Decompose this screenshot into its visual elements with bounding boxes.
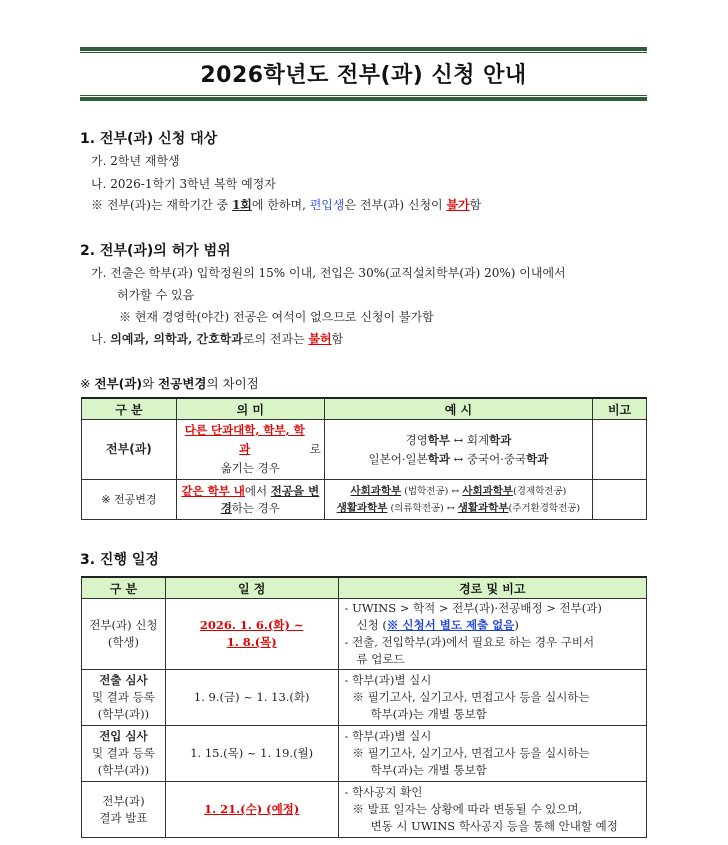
schedule-table-header [82, 577, 647, 599]
schedule-date-apply [165, 599, 338, 670]
example-bold: 생활과학부 [457, 501, 509, 514]
difference-pre: ※ [80, 376, 95, 391]
example-bold: 학부 [427, 432, 450, 447]
schedule-notes-out [338, 670, 646, 726]
table-row [82, 782, 647, 838]
note-line: - UWINS > 학적 > 전부(과)·전공배정 > 전부(과) [344, 601, 602, 615]
difference-table-header [82, 398, 647, 420]
example-bold: 생활과학부 [336, 501, 388, 514]
category-line: 전출 심사 [99, 673, 148, 687]
example-bold: 학과 [526, 451, 549, 466]
schedule-category-in [82, 726, 166, 782]
section2-item-b-pre: 나. [91, 332, 111, 346]
row-example-transfer [324, 420, 592, 480]
schedule-date-result [165, 782, 338, 838]
example-line [326, 431, 591, 450]
schedule-category-apply [82, 599, 166, 670]
schedule-category-result [82, 782, 166, 838]
row-label-transfer: 전부(과) [82, 420, 177, 480]
row-meaning-major-change [176, 480, 324, 520]
category-line: 결과 발표 [99, 810, 148, 825]
example-text: 경영 [405, 432, 428, 447]
note-line: - 학부(과)별 실시 [344, 729, 432, 743]
date-line: 2026. 1. 6.(화) ~ [199, 618, 304, 632]
note-line: ※ 필기고사, 실기고사, 면접고사 등을 실시하는 [352, 746, 590, 760]
table-row [82, 726, 647, 782]
category-line: 전입 심사 [99, 729, 148, 743]
section2-item-b-end: 함 [331, 332, 344, 346]
section1-note-pre: ※ 전부(과)는 재학기간 중 [91, 198, 232, 212]
example-bold: 사회과학부 [462, 484, 514, 497]
meaning-rest: 로 옮기는 경우 [220, 442, 321, 475]
schedule-header-category: 구 분 [82, 577, 166, 599]
example-bold: 학과 [427, 451, 450, 466]
schedule-notes-in [338, 726, 646, 782]
difference-mid: 와 [142, 376, 159, 391]
example-bold: 사회과학부 [350, 484, 402, 497]
title-rule-bottom [80, 97, 647, 101]
category-line: 및 결과 등록 [92, 690, 155, 704]
note-line: ※ 필기고사, 실기고사, 면접고사 등을 실시하는 [352, 690, 590, 704]
schedule-category-out [82, 670, 166, 726]
section1-note-once: 1회 [231, 198, 252, 212]
note-line: - 학부(과)별 실시 [344, 673, 432, 687]
difference-table [81, 397, 647, 520]
date-line: 1. 8.(목) [226, 635, 277, 649]
section1-heading: 1. 전부(과) 신청 대상 [80, 131, 218, 147]
meaning-text: 에서 [244, 483, 271, 498]
table-row [82, 670, 647, 726]
date-line: 1. 21.(수) (예정) [204, 802, 300, 816]
example-line [326, 450, 591, 469]
section2-item-a-line2: 허가할 수 있음 [117, 288, 195, 302]
section2-item-b-mid: 로의 전과는 [242, 332, 309, 346]
note-blue: ※ 신청서 별도 제출 없음 [386, 618, 515, 632]
table-row [82, 480, 647, 520]
section1-note-no: 불가 [446, 198, 470, 212]
category-line: 전부(과) 신청 [89, 618, 158, 632]
page-title: 2026학년도 전부(과) 신청 안내 [200, 63, 527, 88]
schedule-table [81, 576, 647, 838]
section1-note-end: 함 [469, 198, 482, 212]
difference-header-remark: 비고 [593, 398, 647, 420]
note-line: - 학사공지 확인 [344, 785, 423, 799]
note-text: ) [514, 618, 519, 632]
category-line: (학부(과)) [97, 707, 150, 721]
section2-item-a-note: ※ 현재 경영학(야간) 전공은 여석이 없으므로 신청이 불가함 [119, 310, 434, 324]
category-line: 전부(과) [102, 793, 145, 808]
section1-note-mid2: 은 전부(과) 신청이 [344, 198, 447, 212]
difference-header-meaning: 의 미 [176, 398, 324, 420]
section1-item-a: 가. 2학년 재학생 [91, 154, 180, 168]
example-text: (주거환경학전공) [508, 502, 581, 514]
row-remark-major-change [593, 480, 647, 520]
title-rule-top [80, 47, 647, 51]
note-line: 류 업로드 [356, 652, 405, 666]
table-row [82, 599, 647, 670]
section3-heading: 3. 진행 일정 [80, 552, 159, 568]
row-example-major-change [324, 480, 592, 520]
note-line: ※ 발표 일자는 상황에 따라 변동될 수 있으며, [352, 802, 583, 816]
section1-note-transfer: 편입생 [309, 198, 345, 212]
example-text: 일본어·일본 [368, 451, 428, 466]
schedule-notes-apply [338, 599, 646, 670]
row-remark-transfer [593, 420, 647, 480]
schedule-notes-result [338, 782, 646, 838]
title-block [80, 47, 647, 101]
difference-heading [80, 374, 259, 392]
category-line: (학생) [107, 635, 140, 649]
table-row [82, 420, 647, 480]
difference-bold2: 전공변경 [158, 376, 207, 391]
note-line: 변동 시 UWINS 학사공지 등을 통해 안내할 예정 [370, 819, 618, 833]
section2-heading: 2. 전부(과)의 허가 범위 [80, 243, 231, 259]
meaning-bold: 전공을 변경 [220, 483, 320, 515]
title-rule-bottom-thin [80, 95, 647, 96]
difference-header-category: 구 분 [82, 398, 177, 420]
difference-end: 의 차이점 [206, 376, 259, 391]
note-text: 신청 ( [356, 618, 387, 632]
section1-note-mid: 에 한하며, [251, 198, 310, 212]
example-text: (경제학전공) [513, 485, 567, 497]
note-line: 학부(과)는 개별 통보함 [370, 707, 487, 721]
example-line [326, 483, 591, 500]
example-text: (의류학전공) ↔ [387, 502, 458, 514]
section2-item-b-bold: 의예과, 의학과, 간호학과 [110, 332, 243, 346]
meaning-text: 하는 경우 [231, 500, 280, 515]
section1-note [91, 196, 481, 213]
schedule-date-out: 1. 9.(금) ~ 1. 13.(화) [165, 670, 338, 726]
example-text: ↔ 회계 [449, 432, 490, 447]
note-line: - 전출, 전입학부(과)에서 필요로 하는 경우 구비서 [344, 635, 595, 649]
note-line [345, 617, 645, 634]
row-meaning-transfer [176, 420, 324, 480]
schedule-date-in: 1. 15.(목) ~ 1. 19.(월) [165, 726, 338, 782]
example-text: ↔ 중국어·중국 [449, 451, 527, 466]
category-line: (학부(과)) [97, 763, 150, 777]
schedule-header-date: 일 정 [165, 577, 338, 599]
difference-header-example: 예 시 [324, 398, 592, 420]
example-bold: 학과 [489, 432, 512, 447]
section2-item-a-line1: 가. 전출은 학부(과) 입학정원의 15% 이내, 전입은 30%(교직설치학부(과) 20%) 이내에서 [91, 266, 566, 280]
section2-item-b-no: 불허 [308, 332, 332, 346]
difference-bold1: 전부(과) [94, 376, 143, 391]
category-line: 및 결과 등록 [92, 746, 155, 760]
section1-item-b: 나. 2026-1학기 3학년 복학 예정자 [91, 177, 276, 191]
note-line: 학부(과)는 개별 통보함 [370, 763, 487, 777]
meaning-red: 같은 학부 내 [181, 483, 245, 498]
example-text: (법학전공) ↔ [401, 485, 463, 497]
row-label-major-change: ※ 전공변경 [82, 480, 177, 520]
section2-item-b [91, 330, 343, 347]
schedule-header-notes: 경로 및 비고 [338, 577, 646, 599]
example-line [326, 500, 591, 517]
meaning-red: 다른 단과대학, 학부, 학과 [184, 423, 305, 456]
